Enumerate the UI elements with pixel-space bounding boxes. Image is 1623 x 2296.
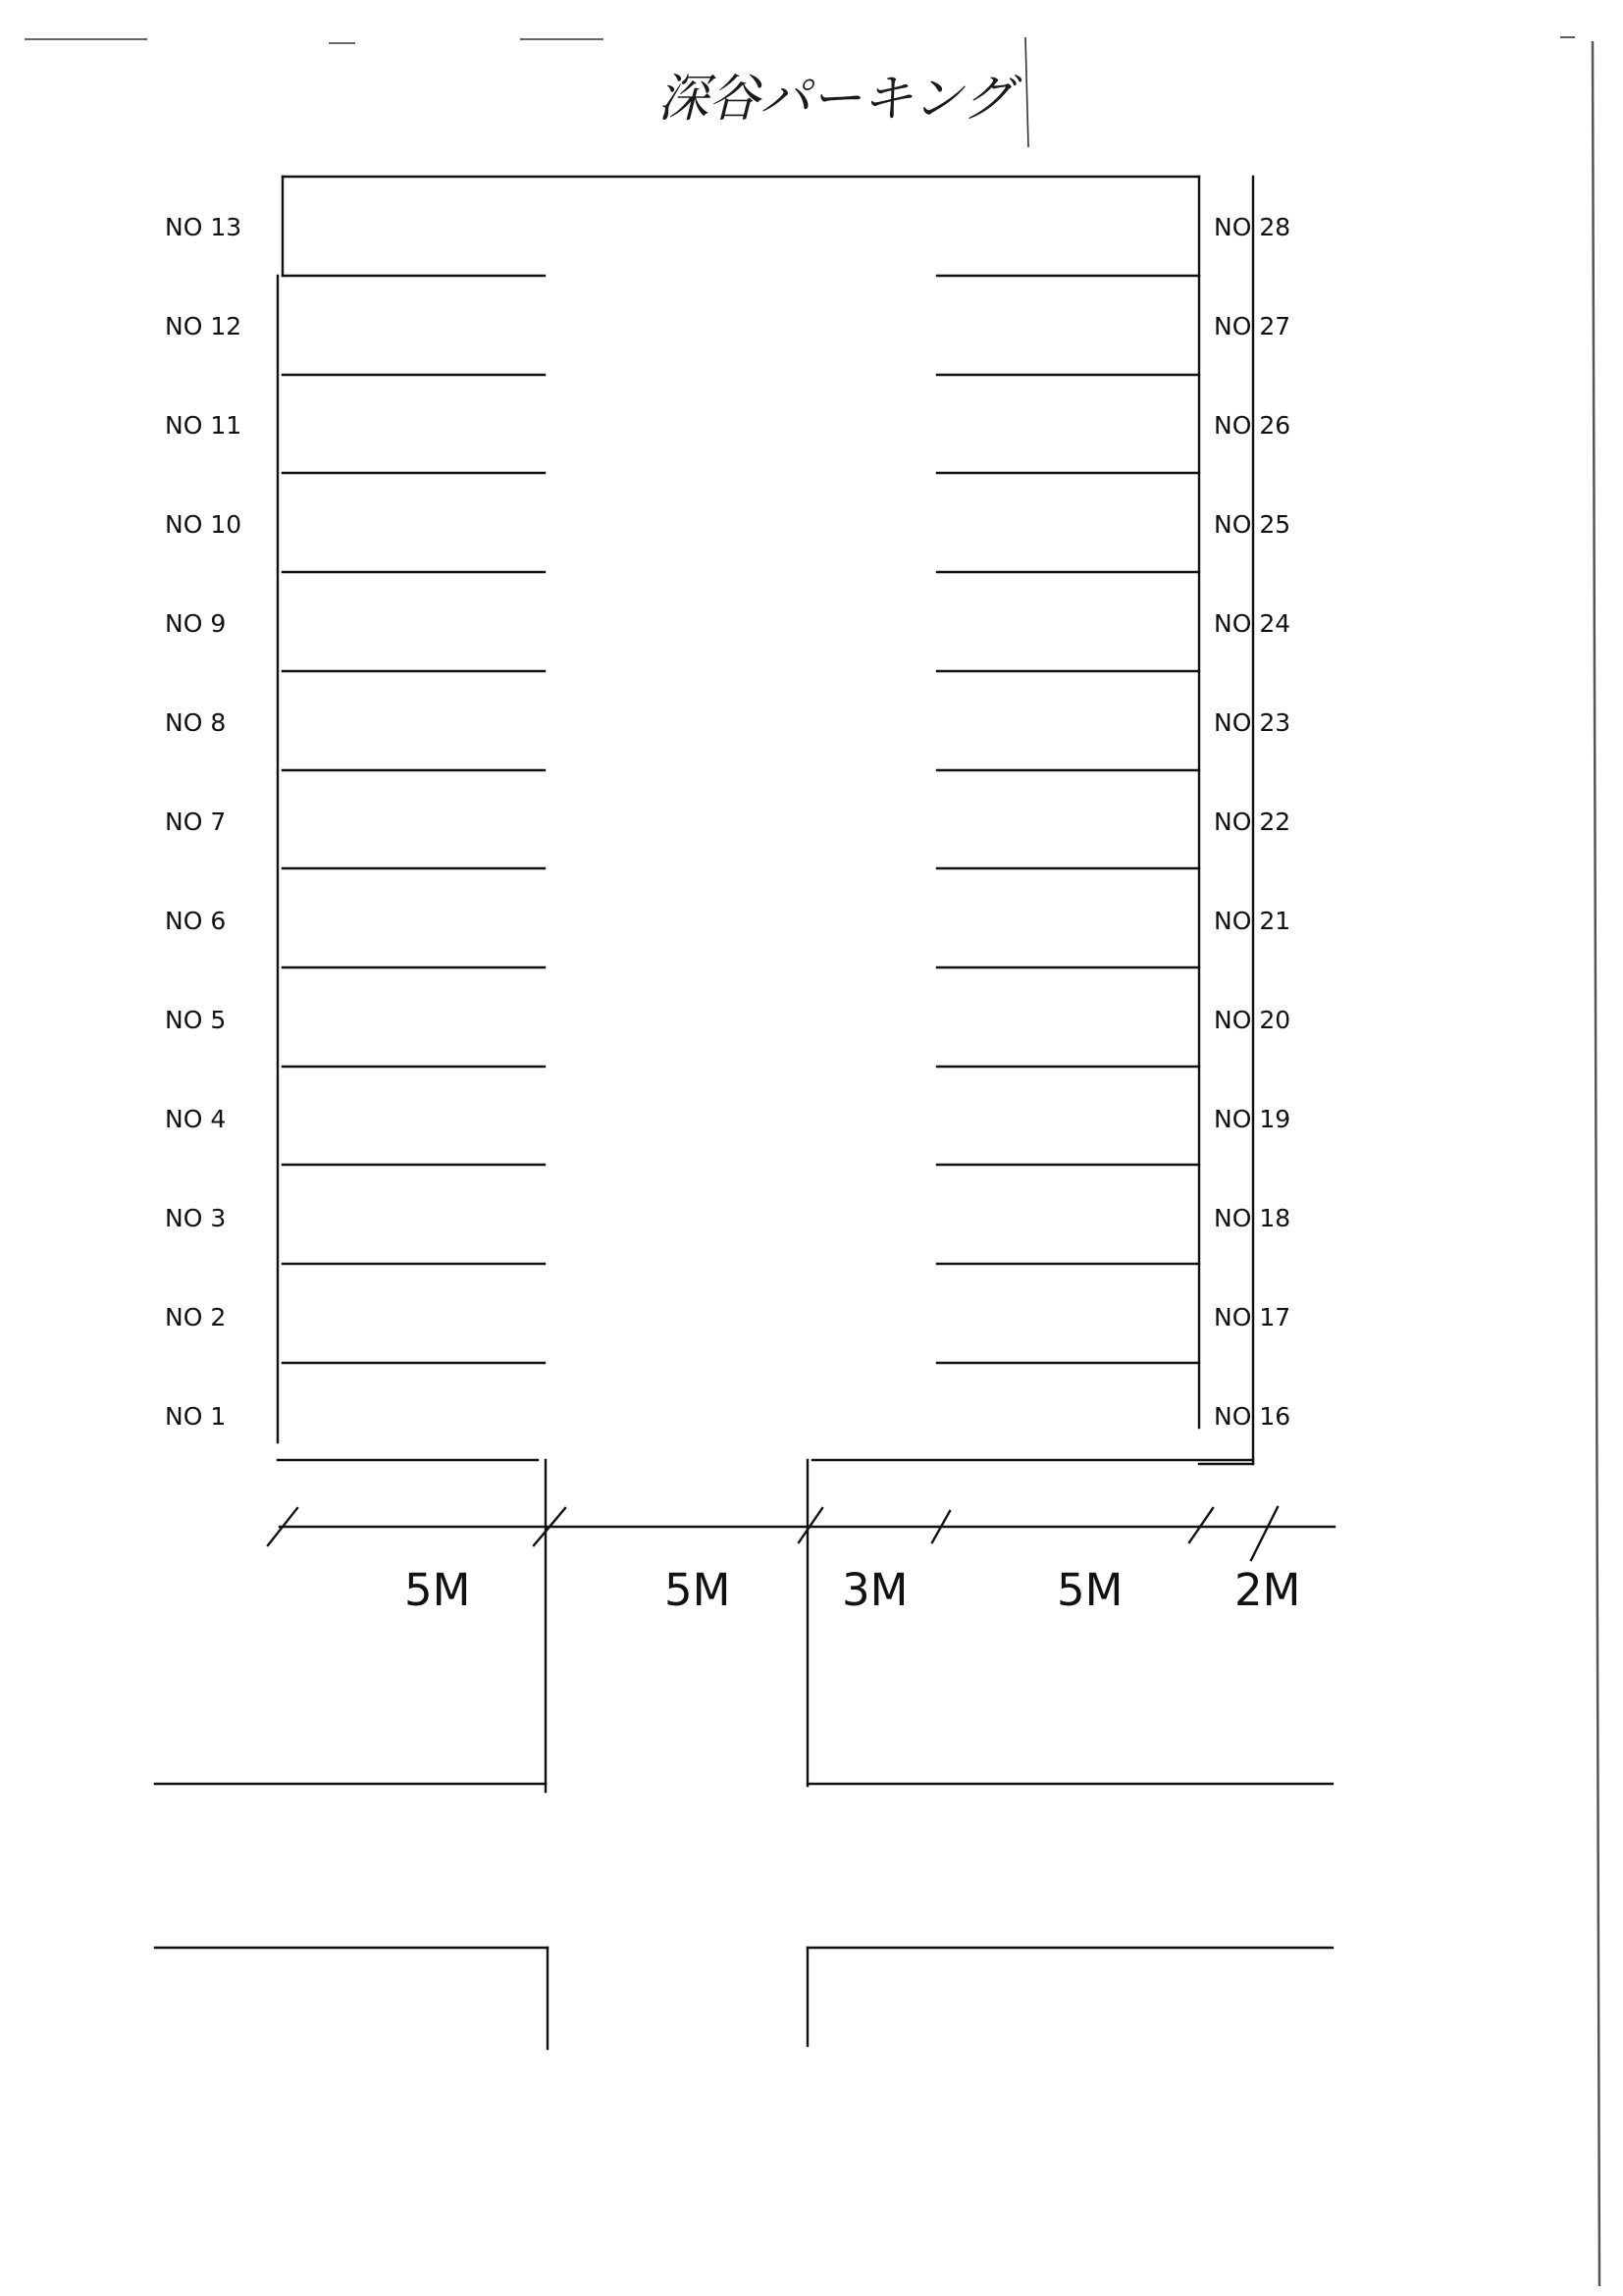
dimension-label: 2M xyxy=(1234,1564,1301,1616)
slot-label-right: NO 22 xyxy=(1214,808,1291,836)
slot-label-right: NO 18 xyxy=(1214,1204,1291,1232)
slot-label-right: NO 16 xyxy=(1214,1402,1291,1431)
slot-label-left: NO 8 xyxy=(165,708,227,737)
slot-label-right: NO 26 xyxy=(1214,411,1291,440)
page-title: 深谷パーキング xyxy=(657,70,1014,129)
slot-label-right: NO 25 xyxy=(1214,510,1291,539)
slot-label-right: NO 23 xyxy=(1214,708,1291,737)
slot-label-right: NO 28 xyxy=(1214,213,1291,241)
dimension-label: 5M xyxy=(1057,1564,1124,1616)
slot-label-right: NO 21 xyxy=(1214,907,1291,935)
dimension-labels xyxy=(404,1564,1300,1616)
slot-label-left: NO 11 xyxy=(165,411,242,440)
slot-label-left: NO 1 xyxy=(165,1402,227,1431)
slot-label-right: NO 17 xyxy=(1214,1303,1291,1331)
slot-label-right: NO 24 xyxy=(1214,609,1291,638)
dimension-label: 5M xyxy=(404,1564,471,1616)
slot-label-left: NO 9 xyxy=(165,609,227,638)
right-stall-dividers xyxy=(937,276,1199,1363)
slot-label-left: NO 5 xyxy=(165,1006,227,1034)
slot-label-right: NO 19 xyxy=(1214,1105,1291,1133)
slot-label-left: NO 4 xyxy=(165,1105,227,1133)
road-outline xyxy=(155,1784,1333,2049)
slot-label-left: NO 3 xyxy=(165,1204,227,1232)
slot-label-right: NO 20 xyxy=(1214,1006,1291,1034)
dimension-label: 5M xyxy=(664,1564,731,1616)
slot-label-left: NO 12 xyxy=(165,312,242,340)
slot-label-left: NO 7 xyxy=(165,808,227,836)
slot-label-left: NO 10 xyxy=(165,510,242,539)
left-stall-dividers xyxy=(283,276,545,1363)
slot-label-right: NO 27 xyxy=(1214,312,1291,340)
slot-label-left: NO 2 xyxy=(165,1303,227,1331)
parking-frame xyxy=(278,177,1253,1464)
slot-label-left: NO 13 xyxy=(165,213,242,241)
slot-label-left: NO 6 xyxy=(165,907,227,935)
left-slot-labels xyxy=(165,213,241,1431)
dimension-label: 3M xyxy=(842,1564,909,1616)
dimension-line xyxy=(268,1507,1335,1560)
entrance-walls xyxy=(546,1460,808,1792)
